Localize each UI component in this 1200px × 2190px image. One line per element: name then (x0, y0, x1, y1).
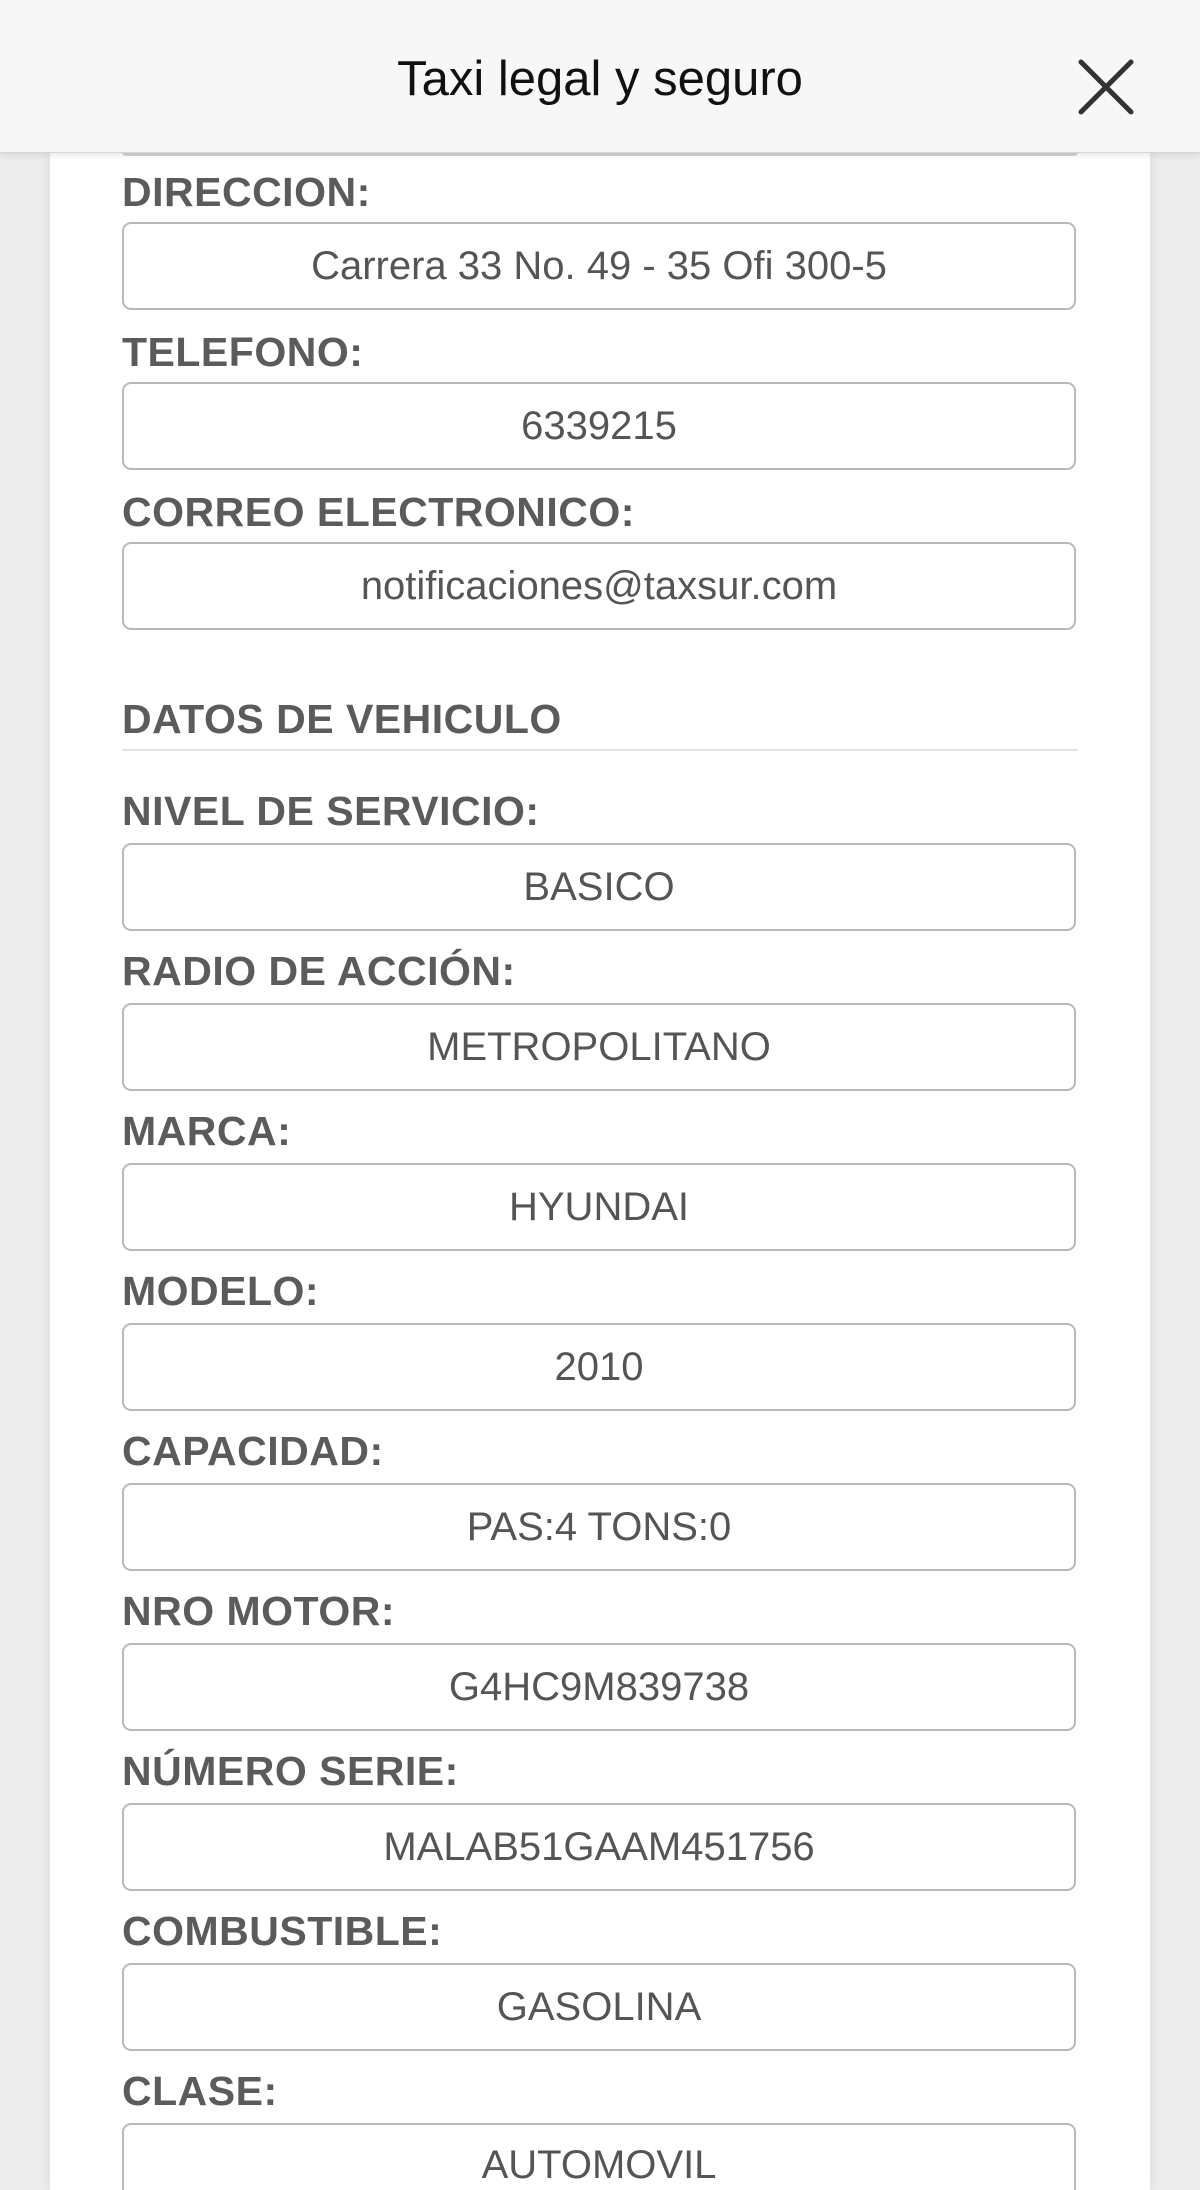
field-value-telefono: 6339215 (122, 382, 1076, 470)
field-label-clase: CLASE: (122, 2068, 278, 2114)
field-value-numero-serie: MALAB51GAAM451756 (122, 1803, 1076, 1891)
field-value-correo: notificaciones@taxsur.com (122, 542, 1076, 630)
field-value-combustible: GASOLINA (122, 1963, 1076, 2051)
field-value-direccion: Carrera 33 No. 49 - 35 Ofi 300-5 (122, 222, 1076, 310)
field-label-correo: CORREO ELECTRONICO: (122, 489, 635, 535)
field-label-combustible: COMBUSTIBLE: (122, 1908, 443, 1954)
field-value-nro-motor: G4HC9M839738 (122, 1643, 1076, 1731)
field-value-modelo: 2010 (122, 1323, 1076, 1411)
field-label-radio-accion: RADIO DE ACCIÓN: (122, 948, 516, 994)
field-label-nivel-servicio: NIVEL DE SERVICIO: (122, 788, 540, 834)
close-button[interactable] (1071, 56, 1141, 118)
field-value-marca: HYUNDAI (122, 1163, 1076, 1251)
section-divider (122, 749, 1078, 751)
field-label-numero-serie: NÚMERO SERIE: (122, 1748, 459, 1794)
field-label-capacidad: CAPACIDAD: (122, 1428, 384, 1474)
field-value-capacidad: PAS:4 TONS:0 (122, 1483, 1076, 1571)
field-label-direccion: DIRECCION: (122, 169, 371, 215)
field-label-marca: MARCA: (122, 1108, 292, 1154)
field-label-modelo: MODELO: (122, 1268, 320, 1314)
app-header (0, 0, 1200, 153)
close-icon (1071, 56, 1141, 118)
header-title: Taxi legal y seguro (397, 52, 803, 106)
field-value-radio-accion: METROPOLITANO (122, 1003, 1076, 1091)
field-label-telefono: TELEFONO: (122, 329, 364, 375)
section-title-vehicle: DATOS DE VEHICULO (122, 696, 562, 742)
field-label-nro-motor: NRO MOTOR: (122, 1588, 396, 1634)
field-value-clase: AUTOMOVIL (122, 2123, 1076, 2190)
field-value-nivel-servicio: BASICO (122, 843, 1076, 931)
